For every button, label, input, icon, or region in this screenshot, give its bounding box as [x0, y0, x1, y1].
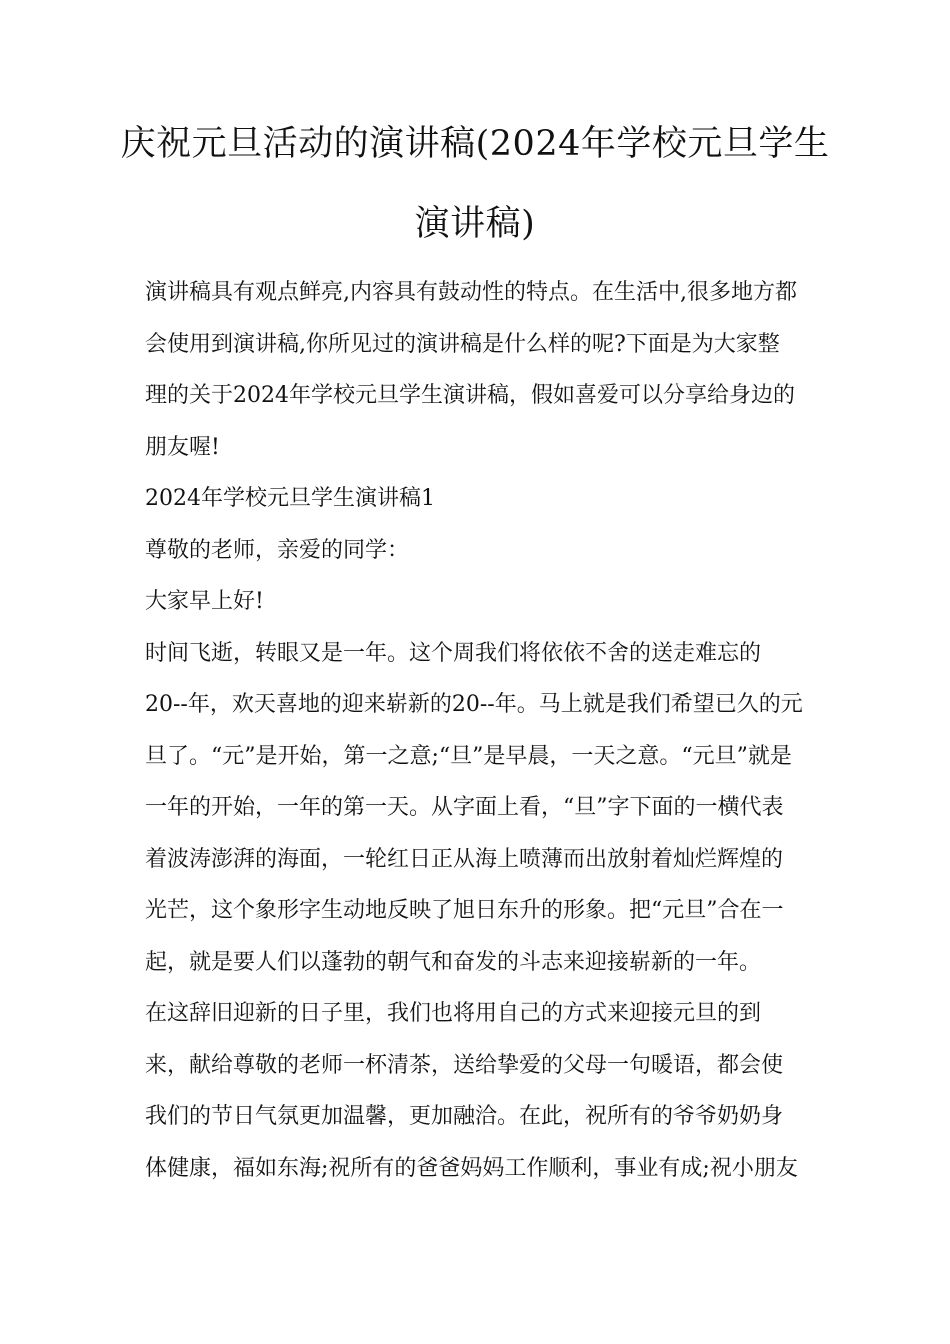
paragraph-line: 来，献给尊敬的老师一杯清茶，送给挚爱的父母一句暖语，都会使 [145, 1053, 784, 1078]
intro-line-1: 演讲稿具有观点鲜亮,内容具有鼓动性的特点。在生活中,很多地方都 [145, 280, 797, 305]
paragraph-line: 旦了。“元”是开始，第一之意;“旦”是早晨，一天之意。“元旦”就是 [145, 744, 792, 769]
paragraph-line: 着波涛澎湃的海面，一轮红日正从海上喷薄而出放射着灿烂辉煌的 [145, 847, 784, 872]
paragraph-line: 在这辞旧迎新的日子里，我们也将用自己的方式来迎接元旦的到 [145, 1001, 762, 1026]
paragraph-line: 时间飞逝，转眼又是一年。这个周我们将依依不舍的送走难忘的 [145, 641, 762, 666]
paragraph-line: 20--年，欢天喜地的迎来崭新的20--年。马上就是我们希望已久的元 [145, 692, 803, 717]
paragraph-line: 一年的开始，一年的第一天。从字面上看，“旦”字下面的一横代表 [145, 795, 784, 820]
intro-line-4: 朋友喔! [145, 435, 220, 460]
salutation: 尊敬的老师，亲爱的同学： [145, 538, 410, 563]
intro-line-2: 会使用到演讲稿,你所见过的演讲稿是什么样的呢?下面是为大家整 [145, 332, 780, 357]
paragraph-line: 我们的节日气氛更加温馨，更加融洽。在此，祝所有的爷爷奶奶身 [145, 1104, 784, 1129]
greeting: 大家早上好! [145, 589, 264, 614]
paragraph-line: 光芒，这个象形字生动地反映了旭日东升的形象。把“元旦”合在一 [145, 898, 784, 923]
document-title-line-2: 演讲稿) [414, 204, 536, 244]
paragraph-line: 体健康，福如东海;祝所有的爸爸妈妈工作顺利，事业有成;祝小朋友 [145, 1156, 798, 1181]
intro-line-3: 理的关于2024年学校元旦学生演讲稿，假如喜爱可以分享给身边的 [145, 383, 795, 408]
paragraph-line: 起，就是要人们以蓬勃的朝气和奋发的斗志来迎接崭新的一年。 [145, 950, 762, 975]
section-heading: 2024年学校元旦学生演讲稿1 [145, 486, 435, 511]
document-title-line-1: 庆祝元旦活动的演讲稿(2024年学校元旦学生 [120, 124, 830, 164]
